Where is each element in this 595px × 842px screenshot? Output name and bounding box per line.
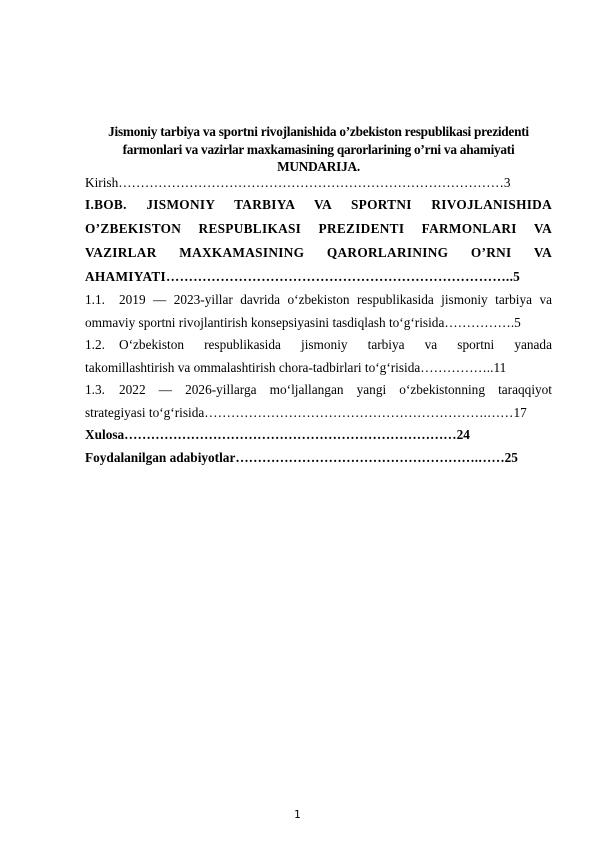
toc-subsection-1-line-2 [85,312,552,335]
toc-entry-label: Foydalanilgan adabiyotlar [85,449,236,465]
toc-subsection-2-line-2 [85,357,552,380]
toc-entry-label: 2019 — 2023-yillar davrida o‘zbekiston respublikasida jismoniy tarbiya va [119,292,552,307]
page-number: 1 [294,809,301,821]
toc-leader-dots: ……………………………………………….…… [235,449,505,465]
toc-entry-label: Xulosa [85,427,125,442]
toc-subsection-2-line-1 [85,334,552,357]
toc-chapter-line-1: I.BOB. JISMONIY TARBIYA VA SPORTNI RIVOJLANISHIDA [85,197,552,212]
toc-entry-references [85,447,552,470]
title-line-1: Jismoniy tarbiya va sportni rivojlanishida o’zbekiston respublikasi prezidenti [108,124,529,139]
toc-page-number: 3 [503,175,511,190]
toc-chapter-line-4 [85,265,552,289]
toc-leader-dots: …………………………………………………………………. [166,269,510,284]
toc-entry-label: ommaviy sportni rivojlantirish konsepsiyasini tasdiqlash to‘g‘risida [85,314,445,330]
toc-subsection-number: 1.3. [85,382,105,397]
toc-leader-dots: …………… [444,314,511,330]
title-line-2: farmonlari va vazirlar maxkamasining qarorlarining o’rni va ahamiyati [122,141,515,157]
toc-page-number: .5 [509,269,521,284]
toc-page-number: .5 [510,314,521,330]
toc-entry-label: takomillashtirish va ommalashtirish chora-tadbirlari to‘g‘risida [85,359,421,375]
toc-leader-dots: ………………………………………………………………… [124,427,457,442]
toc-leader-dots: ……………………………………………………….…… [204,404,514,420]
toc-entry-label: AHAMIYATI [85,269,167,284]
toc-subsection-number: 1.1. [85,292,105,307]
toc-entry-label: Kirish [85,175,119,190]
toc-page-number: 24 [456,427,470,442]
document-title [85,123,552,176]
toc-entry-label: strategiyasi to‘g‘risida [85,404,205,420]
toc-subsection-3-line-2 [85,402,552,425]
toc-subsection-1-line-1 [85,289,552,312]
toc-page-number: 17 [513,404,527,420]
toc-page-number: 11 [493,359,507,375]
table-of-contents [85,174,552,469]
toc-entry-label: O‘zbekiston respublikasida jismoniy tarbiya va sportni yanada [119,337,552,352]
toc-leader-dots: …………………………………………………………………………… [118,175,504,190]
toc-chapter-line-2: O’ZBEKISTON RESPUBLIKASI PREZIDENTI FARMONLARI VA [85,221,552,236]
toc-page-number: 25 [504,449,518,465]
toc-subsection-3-line-1 [85,379,552,402]
toc-entry-label: 2022 — 2026-yillarga mo‘ljallangan yangi o‘zbekistonning taraqqiyot [119,382,552,397]
toc-entry-intro [85,174,552,192]
toc-entry-conclusion [85,424,552,447]
toc-chapter-line-3: VAZIRLAR MAXKAMASINING QARORLARINING O’RNI VA [85,245,552,260]
toc-subsection-number: 1.2. [85,337,105,352]
toc-heading: MUNDARIJA. [277,159,360,174]
toc-leader-dots: …………….. [420,359,494,375]
